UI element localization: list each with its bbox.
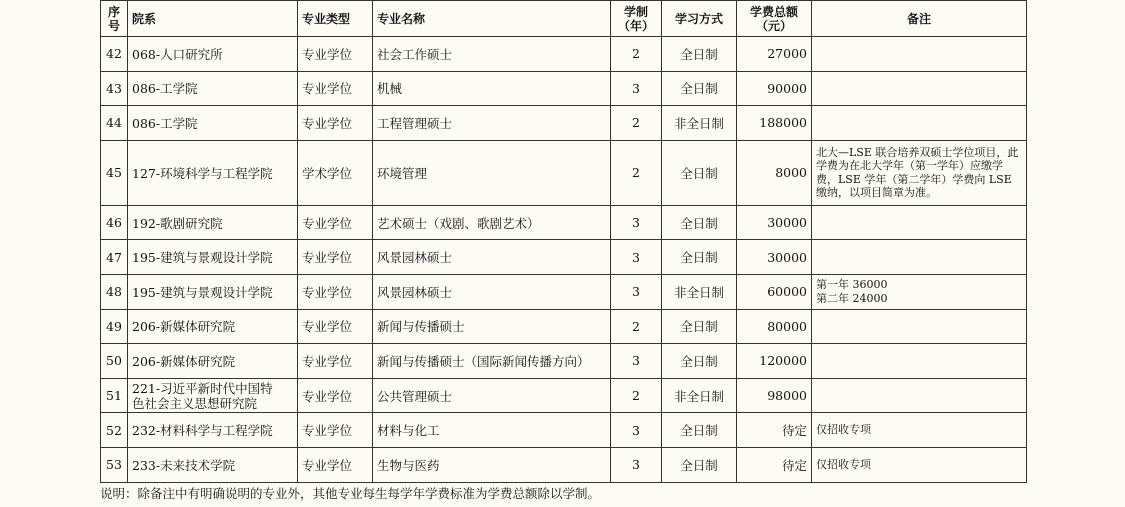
cell-seq: 49 (101, 309, 128, 344)
cell-type: 专业学位 (298, 413, 373, 448)
header-fee: 学费总额 （元） (737, 1, 812, 37)
header-note: 备注 (812, 1, 1027, 37)
cell-major: 生物与医药 (373, 447, 611, 482)
table-row (101, 413, 1027, 448)
cell-seq: 48 (101, 274, 128, 309)
table-row (101, 37, 1027, 72)
cell-fee: 30000 (737, 205, 812, 240)
header-seq: 序 号 (101, 1, 128, 37)
cell-years: 2 (611, 309, 662, 344)
cell-dept: 192-歌剧研究院 (128, 205, 298, 240)
note-line: 第一年 36000 (816, 278, 888, 292)
cell-note (812, 71, 1027, 106)
table-row (101, 106, 1027, 141)
table-row (101, 274, 1027, 309)
cell-fee: 98000 (737, 378, 812, 413)
cell-mode: 全日制 (662, 205, 737, 240)
table-row (101, 71, 1027, 106)
cell-years: 2 (611, 106, 662, 141)
cell-type: 专业学位 (298, 71, 373, 106)
cell-type: 专业学位 (298, 447, 373, 482)
cell-dept: 086-工学院 (128, 106, 298, 141)
cell-dept: 195-建筑与景观设计学院 (128, 240, 298, 275)
cell-fee: 60000 (737, 274, 812, 309)
cell-note (812, 37, 1027, 72)
cell-note: 仅招收专项 (812, 413, 1027, 448)
cell-fee: 188000 (737, 106, 812, 141)
cell-seq: 47 (101, 240, 128, 275)
cell-dept: 233-未来技术学院 (128, 447, 298, 482)
footnote-text: 说明：除备注中有明确说明的专业外，其他专业每生每学年学费标准为学费总额除以学制。 (100, 486, 601, 501)
cell-major: 机械 (373, 71, 611, 106)
cell-type: 学术学位 (298, 140, 373, 205)
cell-major: 风景园林硕士 (373, 274, 611, 309)
cell-major: 公共管理硕士 (373, 378, 611, 413)
cell-fee: 待定 (737, 413, 812, 448)
cell-note (812, 274, 1027, 309)
header-mode: 学习方式 (662, 1, 737, 37)
cell-note: 仅招收专项 (812, 447, 1027, 482)
cell-type: 专业学位 (298, 205, 373, 240)
cell-major: 材料与化工 (373, 413, 611, 448)
header-years: 学制 （年） (611, 1, 662, 37)
table-row (101, 378, 1027, 413)
cell-years: 3 (611, 240, 662, 275)
cell-dept: 232-材料科学与工程学院 (128, 413, 298, 448)
cell-type: 专业学位 (298, 378, 373, 413)
dept-line: 221-习近平新时代中国特 (132, 380, 273, 396)
cell-type: 专业学位 (298, 344, 373, 379)
cell-mode: 全日制 (662, 240, 737, 275)
cell-years: 2 (611, 140, 662, 205)
cell-major: 风景园林硕士 (373, 240, 611, 275)
cell-fee: 90000 (737, 71, 812, 106)
cell-fee: 30000 (737, 240, 812, 275)
cell-fee: 待定 (737, 447, 812, 482)
cell-dept: 195-建筑与景观设计学院 (128, 274, 298, 309)
cell-seq: 43 (101, 71, 128, 106)
cell-major: 新闻与传播硕士 (373, 309, 611, 344)
note-line: 第二年 24000 (816, 291, 888, 305)
cell-major: 社会工作硕士 (373, 37, 611, 72)
cell-dept: 206-新媒体研究院 (128, 309, 298, 344)
cell-type: 专业学位 (298, 274, 373, 309)
cell-note (812, 106, 1027, 141)
cell-type: 专业学位 (298, 106, 373, 141)
cell-dept: 068-人口研究所 (128, 37, 298, 72)
cell-major: 工程管理硕士 (373, 106, 611, 141)
cell-years: 3 (611, 274, 662, 309)
header-type: 专业类型 (298, 1, 373, 37)
fee-table-container (100, 0, 1026, 483)
cell-fee: 8000 (737, 140, 812, 205)
cell-seq: 45 (101, 140, 128, 205)
cell-major: 新闻与传播硕士（国际新闻传播方向） (373, 344, 611, 379)
cell-major: 艺术硕士（戏剧、歌剧艺术） (373, 205, 611, 240)
header-major: 专业名称 (373, 1, 611, 37)
cell-mode: 全日制 (662, 37, 737, 72)
cell-mode: 全日制 (662, 140, 737, 205)
cell-fee: 27000 (737, 37, 812, 72)
cell-seq: 53 (101, 447, 128, 482)
cell-mode: 全日制 (662, 413, 737, 448)
cell-type: 专业学位 (298, 240, 373, 275)
cell-mode: 全日制 (662, 309, 737, 344)
cell-note (812, 378, 1027, 413)
cell-years: 2 (611, 37, 662, 72)
tuition-fee-table (100, 0, 1027, 483)
table-row (101, 205, 1027, 240)
table-row (101, 309, 1027, 344)
cell-note: 北大—LSE 联合培养双硕士学位项目，此学费为在北大学年（第一学年）应缴学费，LSE 学年（第二学年）学费向 LSE 缴纳，以项目简章为准。 (812, 140, 1027, 205)
cell-years: 3 (611, 344, 662, 379)
table-header-row (101, 1, 1027, 37)
cell-mode: 全日制 (662, 344, 737, 379)
cell-note (812, 309, 1027, 344)
cell-years: 3 (611, 447, 662, 482)
cell-major: 环境管理 (373, 140, 611, 205)
cell-type: 专业学位 (298, 309, 373, 344)
cell-fee: 80000 (737, 309, 812, 344)
cell-dept (128, 378, 298, 413)
table-row (101, 344, 1027, 379)
cell-seq: 50 (101, 344, 128, 379)
cell-dept: 127-环境科学与工程学院 (128, 140, 298, 205)
cell-mode: 非全日制 (662, 106, 737, 141)
cell-years: 2 (611, 378, 662, 413)
cell-seq: 46 (101, 205, 128, 240)
cell-note (812, 205, 1027, 240)
header-dept: 院系 (128, 1, 298, 37)
cell-fee: 120000 (737, 344, 812, 379)
cell-seq: 51 (101, 378, 128, 413)
cell-note (812, 240, 1027, 275)
cell-type: 专业学位 (298, 37, 373, 72)
cell-mode: 非全日制 (662, 274, 737, 309)
cell-seq: 52 (101, 413, 128, 448)
cell-years: 3 (611, 413, 662, 448)
cell-note (812, 344, 1027, 379)
cell-dept: 086-工学院 (128, 71, 298, 106)
cell-years: 3 (611, 205, 662, 240)
cell-dept: 206-新媒体研究院 (128, 344, 298, 379)
dept-line: 色社会主义思想研究院 (132, 395, 258, 411)
cell-years: 3 (611, 71, 662, 106)
table-row (101, 140, 1027, 205)
table-row (101, 240, 1027, 275)
cell-seq: 42 (101, 37, 128, 72)
cell-mode: 全日制 (662, 71, 737, 106)
cell-seq: 44 (101, 106, 128, 141)
cell-mode: 全日制 (662, 447, 737, 482)
table-row (101, 447, 1027, 482)
cell-mode: 非全日制 (662, 378, 737, 413)
